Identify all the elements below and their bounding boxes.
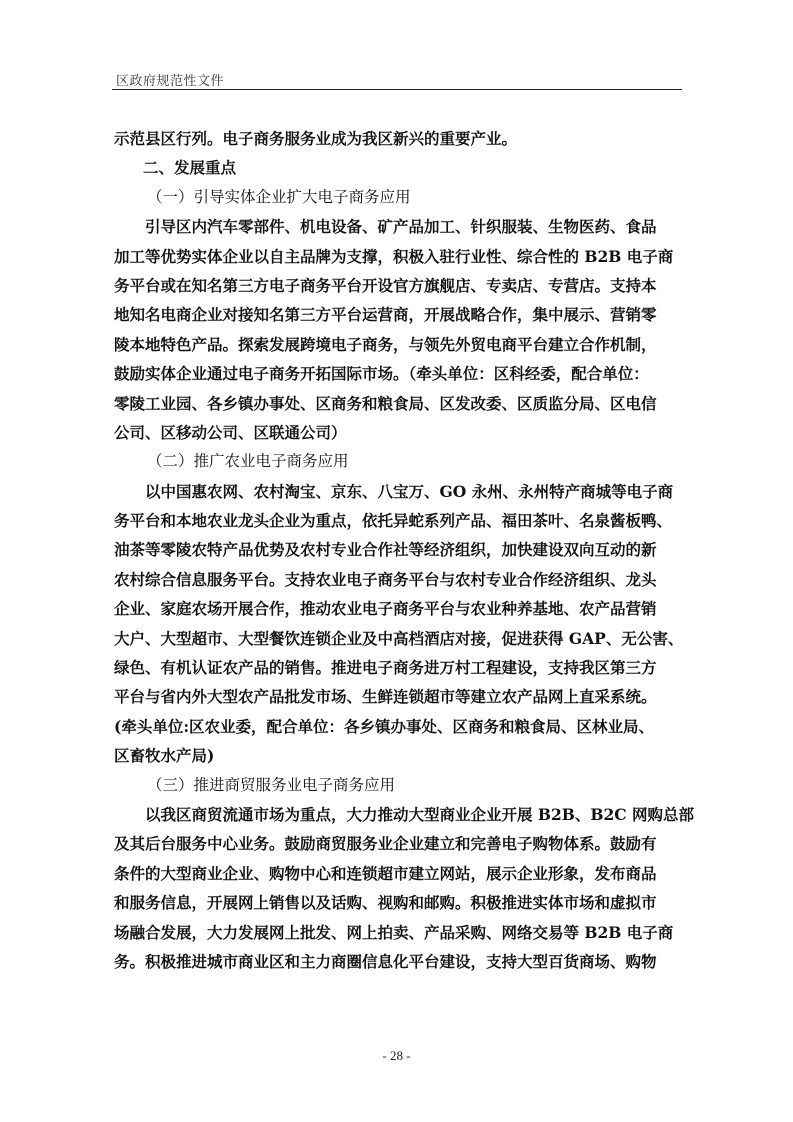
paragraph-line: 务平台和本地农业龙头企业为重点，依托异蛇系列产品、福田茶叶、名泉酱板鸭、 bbox=[114, 511, 673, 531]
paragraph-line: 务。积极推进城市商业区和主力商圈信息化平台建设，支持大型百货商场、购物 bbox=[114, 951, 657, 971]
paragraph-line: 平台与省内外大型农产品批发市场、生鲜连锁超市等建立农产品网上直采系统。 bbox=[114, 687, 657, 707]
paragraph-line: 公司、区移动公司、区联通公司） bbox=[114, 422, 347, 442]
document-body bbox=[114, 124, 695, 976]
paragraph-line: 大户、大型超市、大型餐饮连锁企业及中高档酒店对接，促进获得 GAP、无公害、 bbox=[114, 628, 684, 648]
subsection-heading: （一）引导实体企业扩大电子商务应用 bbox=[147, 187, 411, 206]
header-divider bbox=[112, 89, 682, 90]
paragraph-line: 条件的大型商业企业、购物中心和连锁超市建立网站，展示企业形象，发布商品 bbox=[114, 863, 657, 883]
paragraph-line: 以我区商贸流通市场为重点，大力推动大型商业企业开展 B2B、B2C 网购总部 bbox=[114, 804, 695, 824]
paragraph-line: 企业、家庭农场开展合作，推动农业电子商务平台与农业种养基地、农产品营销 bbox=[114, 599, 657, 619]
paragraph-line: 地知名电商企业对接知名第三方平台运营商，开展战略合作，集中展示、营销零 bbox=[114, 305, 657, 325]
page-number: - 28 - bbox=[382, 1048, 411, 1063]
subsection-heading: （三）推进商贸服务业电子商务应用 bbox=[147, 775, 396, 794]
document-header: 区政府规范性文件 bbox=[116, 74, 225, 89]
paragraph-line: 以中国惠农网、农村淘宝、京东、八宝万、GO 永州、永州特产商城等电子商 bbox=[114, 481, 674, 501]
paragraph-line: 区畜牧水产局) bbox=[114, 746, 215, 766]
paragraph-line: 引导区内汽车零部件、机电设备、矿产品加工、针织服装、生物医药、食品 bbox=[114, 217, 657, 237]
paragraph-line: (牵头单位:区农业委，配合单位：各乡镇办事处、区商务和粮食局、区林业局、 bbox=[114, 716, 655, 736]
paragraph-line: 零陵工业园、各乡镇办事处、区商务和粮食局、区发改委、区质监分局、区电信 bbox=[114, 393, 657, 413]
paragraph-line: 及其后台服务中心业务。鼓励商贸服务业企业建立和完善电子购物体系。鼓励有 bbox=[114, 834, 657, 854]
subsection-heading: （二）推广农业电子商务应用 bbox=[147, 452, 349, 471]
paragraph-line: 场融合发展，大力发展网上批发、网上拍卖、产品采购、网络交易等 B2B 电子商 bbox=[114, 922, 674, 942]
paragraph-line: 陵本地特色产品。探索发展跨境电子商务，与领先外贸电商平台建立合作机制， bbox=[114, 334, 657, 354]
paragraph-line: 农村综合信息服务平台。支持农业电子商务平台与农村专业合作经济组织、龙头 bbox=[114, 569, 657, 589]
paragraph-line: 加工等优势实体企业以自主品牌为支撑，积极入驻行业性、综合性的 B2B 电子商 bbox=[114, 246, 674, 266]
section-heading: 二、发展重点 bbox=[143, 158, 237, 178]
paragraph-line: 务平台或在知名第三方电子商务平台开设官方旗舰店、专卖店、专营店。支持本 bbox=[114, 275, 657, 295]
paragraph-line: 示范县区行列。电子商务服务业成为我区新兴的重要产业。 bbox=[114, 129, 518, 148]
paragraph-line: 绿色、有机认证农产品的销售。推进电子商务进万村工程建设，支持我区第三方 bbox=[114, 658, 657, 678]
paragraph-line: 鼓励实体企业通过电子商务开拓国际市场。（牵头单位：区科经委，配合单位： bbox=[114, 364, 649, 384]
paragraph-line: 油茶等零陵农特产品优势及农村专业合作社等经济组织，加快建设双向互动的新 bbox=[114, 540, 657, 560]
paragraph-line: 和服务信息，开展网上销售以及话购、视购和邮购。积极推进实体市场和虚拟市 bbox=[114, 893, 657, 913]
